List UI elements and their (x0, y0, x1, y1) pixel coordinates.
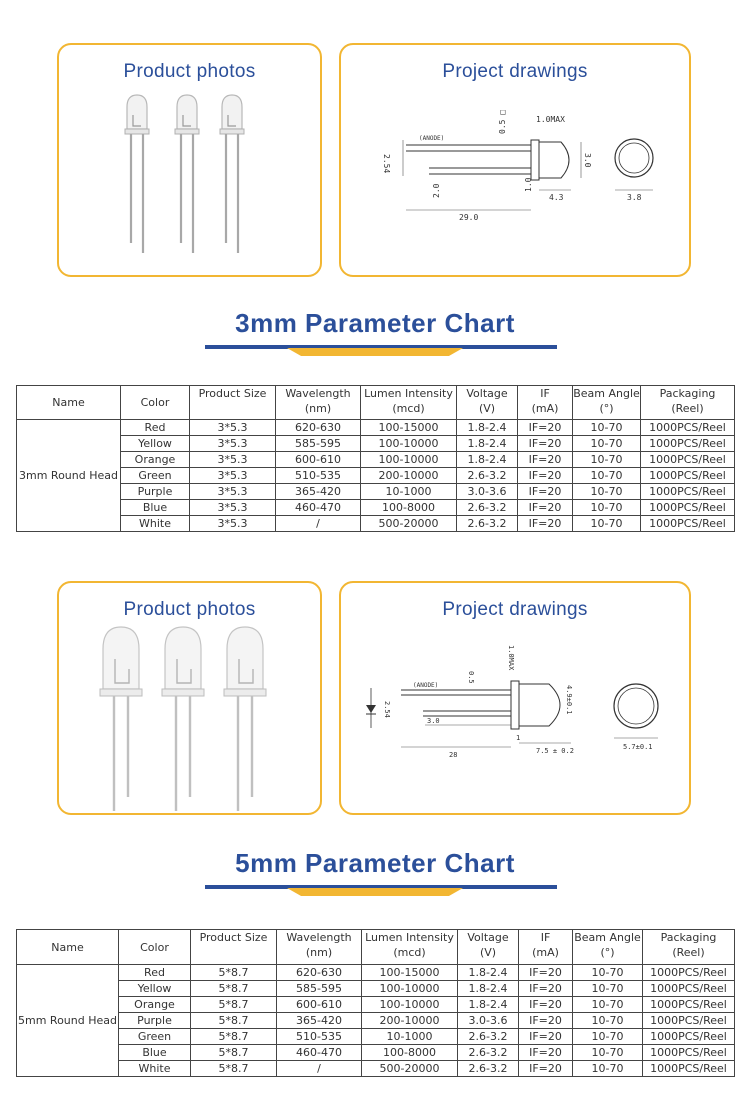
table-cell: 1000PCS/Reel (643, 997, 735, 1013)
table-row (17, 452, 735, 468)
table-row (17, 1013, 735, 1029)
table-cell: 10-1000 (362, 1029, 458, 1045)
table-cell: Purple (121, 484, 190, 500)
table-row (17, 1061, 735, 1077)
table-cell: 10-70 (573, 965, 643, 981)
table-body-5mm (17, 965, 735, 1077)
dim-label: 2.54 (382, 154, 391, 174)
table-cell: 500-20000 (361, 516, 457, 532)
table-cell: 365-420 (277, 1013, 362, 1029)
dim-label: 3.0 (427, 717, 440, 725)
table-cell: 2.6-3.2 (458, 1061, 519, 1077)
table-cell: 10-70 (573, 500, 641, 516)
dim-label: 1.0 (524, 177, 533, 192)
table-cell: White (119, 1061, 191, 1077)
table-cell: Red (119, 965, 191, 981)
table-cell: 585-595 (277, 981, 362, 997)
table-cell: 620-630 (276, 420, 361, 436)
table-cell: Yellow (121, 436, 190, 452)
dim-label: 29.0 (459, 213, 479, 222)
anode-label: (ANODE) (419, 135, 445, 142)
table-cell: 100-8000 (362, 1045, 458, 1061)
table-cell: 1000PCS/Reel (643, 1013, 735, 1029)
table-cell: 10-70 (573, 981, 643, 997)
table-cell: IF=20 (518, 436, 573, 452)
table-cell: White (121, 516, 190, 532)
anode-label: (ANODE) (413, 682, 439, 689)
table-cell: 2.6-3.2 (457, 516, 518, 532)
table-cell: 620-630 (277, 965, 362, 981)
table-cell: 200-10000 (362, 1013, 458, 1029)
table-cell: Yellow (119, 981, 191, 997)
table-cell: 10-70 (573, 452, 641, 468)
table-cell: 10-70 (573, 484, 641, 500)
table-cell: IF=20 (518, 516, 573, 532)
header-name: Name (17, 386, 121, 420)
header-if: IF (mA) (519, 930, 573, 965)
table-cell: 510-535 (277, 1029, 362, 1045)
table-cell: 3.0-3.6 (457, 484, 518, 500)
drawings-card-5mm (339, 581, 691, 815)
table-cell: 10-70 (573, 1013, 643, 1029)
parameter-table-5mm (16, 929, 735, 1077)
table-cell: 10-70 (573, 1029, 643, 1045)
dim-label: 1.0MAX (507, 645, 515, 671)
photos-title-5mm: Product photos (123, 599, 256, 620)
table-cell: Purple (119, 1013, 191, 1029)
dim-label: 4.3 (549, 193, 564, 202)
table-row (17, 468, 735, 484)
table-cell: 5*8.7 (191, 965, 277, 981)
photos-card-5mm (57, 581, 322, 815)
table-cell: 1000PCS/Reel (643, 981, 735, 997)
table-header-row (17, 386, 735, 420)
table-cell: 10-70 (573, 468, 641, 484)
dim-label: 4.9±0.1 (565, 685, 573, 715)
table-cell: 365-420 (276, 484, 361, 500)
table-cell: 1000PCS/Reel (643, 1061, 735, 1077)
table-cell: 1.8-2.4 (457, 420, 518, 436)
dim-label: 1 (516, 734, 521, 742)
table-cell: 100-15000 (361, 420, 457, 436)
dim-label: 7.5 ± 0.2 (536, 747, 574, 755)
dim-label: 1.0MAX (536, 115, 565, 124)
table-cell: 10-70 (573, 420, 641, 436)
table-cell: 1000PCS/Reel (641, 436, 735, 452)
table-cell: 460-470 (276, 500, 361, 516)
table-cell: 1000PCS/Reel (641, 420, 735, 436)
table-cell: 3*5.3 (190, 420, 276, 436)
table-cell: IF=20 (518, 484, 573, 500)
table-cell: IF=20 (519, 1029, 573, 1045)
photos-card-3mm (57, 43, 322, 277)
table-cell: 1000PCS/Reel (641, 500, 735, 516)
table-cell: 1.8-2.4 (457, 452, 518, 468)
table-cell: 3*5.3 (190, 452, 276, 468)
table-row (17, 965, 735, 981)
table-cell: 10-70 (573, 1061, 643, 1077)
drawings-card-3mm (339, 43, 691, 277)
table-cell: 3*5.3 (190, 468, 276, 484)
table-cell: 3*5.3 (190, 436, 276, 452)
table-cell: 585-595 (276, 436, 361, 452)
table-cell: 100-10000 (362, 997, 458, 1013)
table-cell: 3*5.3 (190, 500, 276, 516)
drawings-title-5mm: Project drawings (442, 599, 588, 620)
header-color: Color (121, 386, 190, 420)
header-voltage: Voltage (V) (458, 930, 519, 965)
table-cell: Blue (119, 1045, 191, 1061)
drawing-5mm-diagram (361, 643, 681, 803)
table-cell: Red (121, 420, 190, 436)
table-cell: 3.0-3.6 (458, 1013, 519, 1029)
table-cell: IF=20 (518, 500, 573, 516)
table-cell: 1.8-2.4 (458, 981, 519, 997)
header-if: IF (mA) (518, 386, 573, 420)
table-cell: 5*8.7 (191, 1013, 277, 1029)
table-cell: 1000PCS/Reel (643, 1029, 735, 1045)
table-row (17, 420, 735, 436)
header-name: Name (17, 930, 119, 965)
header-voltage: Voltage (V) (457, 386, 518, 420)
table-cell: 100-8000 (361, 500, 457, 516)
table-cell: 1000PCS/Reel (643, 1045, 735, 1061)
group-name-cell: 3mm Round Head (17, 420, 121, 532)
header-lumen: Lumen Intensity (mcd) (362, 930, 458, 965)
header-product-size: Product Size (191, 930, 277, 965)
title-accent (287, 348, 463, 356)
table-cell: 2.6-3.2 (458, 1045, 519, 1061)
header-color: Color (119, 930, 191, 965)
table-cell: 1000PCS/Reel (643, 965, 735, 981)
table-cell: 5*8.7 (191, 1029, 277, 1045)
table-cell: IF=20 (518, 452, 573, 468)
dim-label: 5.7±0.1 (623, 743, 653, 751)
header-wavelength: Wavelength (nm) (277, 930, 362, 965)
table-cell: 1000PCS/Reel (641, 468, 735, 484)
table-row (17, 981, 735, 997)
table-cell: 5*8.7 (191, 997, 277, 1013)
table-cell: IF=20 (519, 1061, 573, 1077)
group-name-cell: 5mm Round Head (17, 965, 119, 1077)
table-cell: 1.8-2.4 (458, 997, 519, 1013)
title-accent (287, 888, 463, 896)
table-cell: 600-610 (277, 997, 362, 1013)
table-cell: 10-70 (573, 1045, 643, 1061)
table-cell: IF=20 (519, 1013, 573, 1029)
table-cell: 5*8.7 (191, 1061, 277, 1077)
parameter-table-3mm (16, 385, 735, 532)
led-photo-5mm (97, 625, 287, 815)
drawings-title-3mm: Project drawings (442, 61, 588, 82)
table-cell: 3*5.3 (190, 484, 276, 500)
table-cell: Green (121, 468, 190, 484)
table-cell: 1000PCS/Reel (641, 516, 735, 532)
table-row (17, 436, 735, 452)
table-cell: Green (119, 1029, 191, 1045)
table-cell: / (277, 1061, 362, 1077)
table-cell: 100-15000 (362, 965, 458, 981)
table-cell: IF=20 (519, 981, 573, 997)
table-cell: Orange (121, 452, 190, 468)
dim-label: 3.8 (627, 193, 642, 202)
table-cell: 510-535 (276, 468, 361, 484)
dim-label: 0.5 □ (498, 110, 507, 134)
table-cell: 2.6-3.2 (458, 1029, 519, 1045)
led-3mm-icon (125, 95, 149, 253)
table-cell: 3*5.3 (190, 516, 276, 532)
table-cell: Blue (121, 500, 190, 516)
table-cell: 100-10000 (362, 981, 458, 997)
table-cell: / (276, 516, 361, 532)
table-row (17, 500, 735, 516)
table-cell: 460-470 (277, 1045, 362, 1061)
table-row (17, 484, 735, 500)
table-cell: 10-70 (573, 997, 643, 1013)
table-cell: 10-70 (573, 436, 641, 452)
table-cell: 5*8.7 (191, 981, 277, 997)
led-photo-3mm (119, 93, 264, 263)
table-cell: IF=20 (519, 1045, 573, 1061)
header-product-size: Product Size (190, 386, 276, 420)
table-cell: 1000PCS/Reel (641, 452, 735, 468)
table-cell: 500-20000 (362, 1061, 458, 1077)
table-cell: IF=20 (519, 965, 573, 981)
table-cell: 100-10000 (361, 452, 457, 468)
table-header-row (17, 930, 735, 965)
chart-title-3mm: 3mm Parameter Chart (235, 308, 515, 338)
table-row (17, 516, 735, 532)
header-beam-angle: Beam Angle (°) (573, 930, 643, 965)
table-cell: 2.6-3.2 (457, 500, 518, 516)
dim-label: 2.0 (432, 183, 441, 198)
table-cell: IF=20 (519, 997, 573, 1013)
dim-label: 2.54 (383, 701, 391, 718)
table-cell: 200-10000 (361, 468, 457, 484)
table-cell: 100-10000 (361, 436, 457, 452)
table-cell: IF=20 (518, 468, 573, 484)
table-cell: 1.8-2.4 (457, 436, 518, 452)
table-row (17, 997, 735, 1013)
table-row (17, 1045, 735, 1061)
header-packaging: Packaging (Reel) (641, 386, 735, 420)
table-cell: IF=20 (518, 420, 573, 436)
table-cell: 2.6-3.2 (457, 468, 518, 484)
table-cell: 1000PCS/Reel (641, 484, 735, 500)
table-cell: 10-1000 (361, 484, 457, 500)
table-cell: 600-610 (276, 452, 361, 468)
dim-label: 3.0 (583, 153, 592, 168)
led-5mm-icon (100, 627, 142, 811)
header-wavelength: Wavelength (nm) (276, 386, 361, 420)
table-cell: 5*8.7 (191, 1045, 277, 1061)
photos-title-3mm: Product photos (123, 61, 256, 82)
table-cell: Orange (119, 997, 191, 1013)
dim-label: 0.5 (467, 671, 475, 684)
table-body-3mm (17, 420, 735, 532)
table-cell: 1.8-2.4 (458, 965, 519, 981)
header-packaging: Packaging (Reel) (643, 930, 735, 965)
chart-title-5mm: 5mm Parameter Chart (235, 848, 515, 878)
dim-label: 28 (449, 751, 458, 759)
drawing-3mm-diagram (381, 110, 681, 270)
table-cell: 10-70 (573, 516, 641, 532)
header-lumen: Lumen Intensity (mcd) (361, 386, 457, 420)
header-beam-angle: Beam Angle (°) (573, 386, 641, 420)
table-row (17, 1029, 735, 1045)
